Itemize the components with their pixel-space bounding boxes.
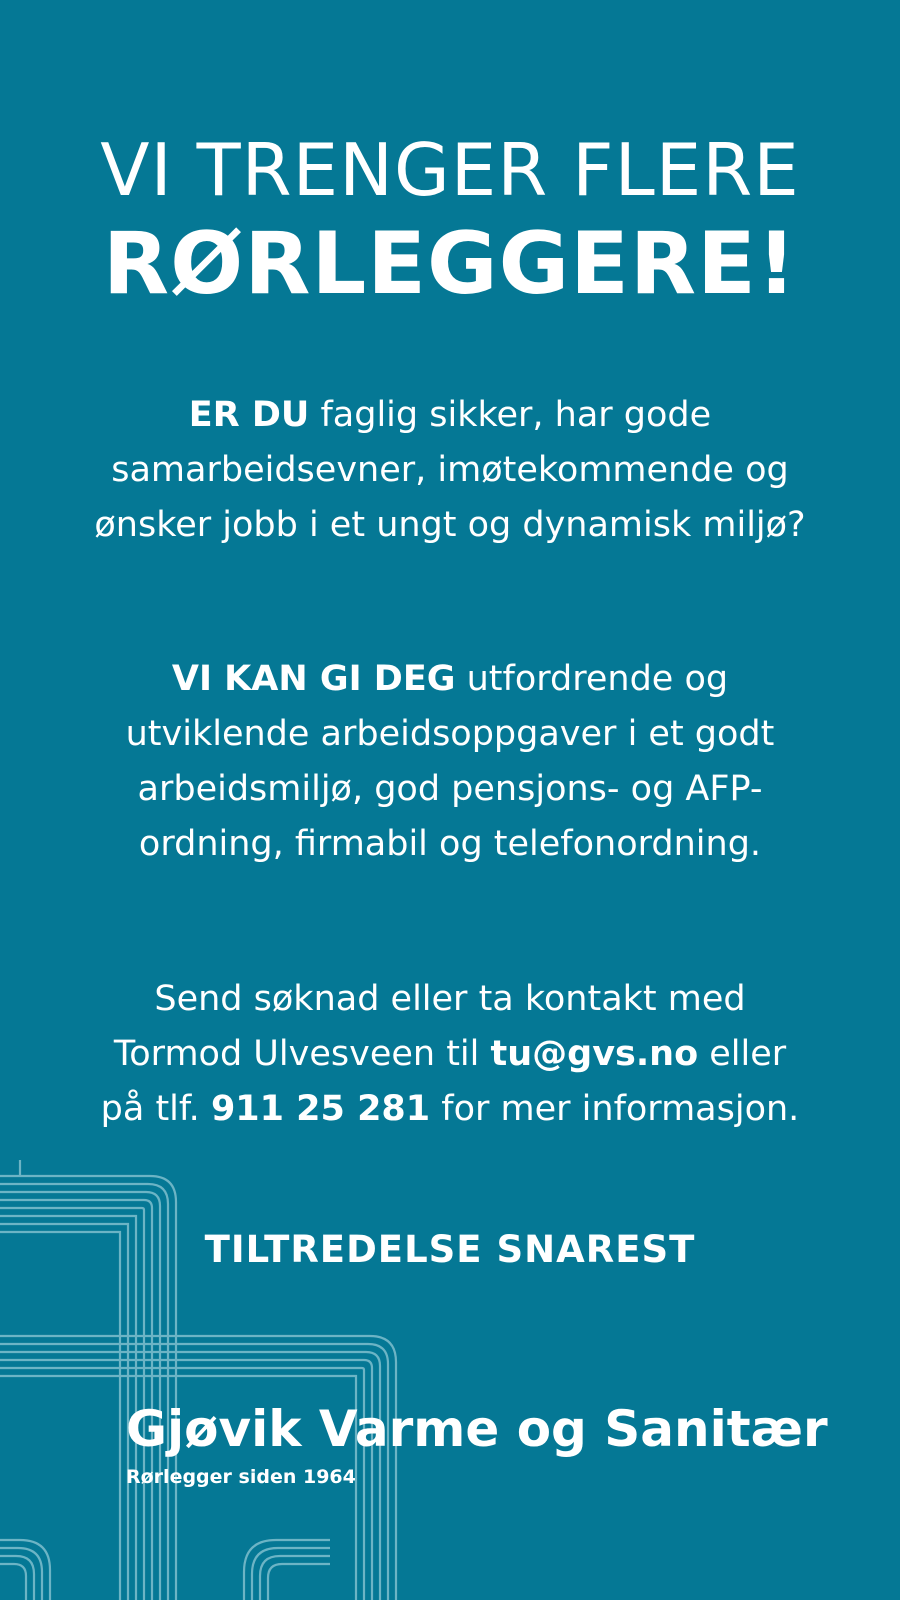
intro-text: faglig sikker, har gode samarbeidsevner, imøtekommende og ønsker jobb i et ungt og dynamisk miljø? xyxy=(94,395,806,545)
offer-text: utfordrende og utviklende arbeidsoppgaver i et godt arbeidsmiljø, god pensjons- og AFP-ordning, firmabil og telefonordning. xyxy=(125,659,775,864)
contact-text-2: eller på tlf. xyxy=(100,1034,787,1129)
contact-phone[interactable]: 911 25 281 xyxy=(210,1089,431,1129)
offer-paragraph xyxy=(90,652,810,872)
intro-paragraph xyxy=(90,388,810,553)
contact-text-1: Send søknad eller ta kontakt med Tormod Ulvesveen til xyxy=(113,979,746,1074)
contact-email[interactable]: tu@gvs.no xyxy=(490,1034,699,1074)
contact-text-3: for mer informasjon. xyxy=(430,1089,800,1129)
offer-lead: VI KAN GI DEG xyxy=(171,659,456,699)
company-tagline: Rørlegger siden 1964 xyxy=(126,1466,356,1488)
start-date-cta: TILTREDELSE SNAREST xyxy=(204,1228,696,1271)
contact-paragraph xyxy=(90,972,810,1137)
intro-lead: ER DU xyxy=(188,395,310,435)
headline-line-2: RØRLEGGERE! xyxy=(102,214,798,314)
headline-line-1: VI TRENGER FLERE xyxy=(100,128,800,212)
company-logo-name: Gjøvik Varme og Sanitær xyxy=(126,1400,828,1458)
